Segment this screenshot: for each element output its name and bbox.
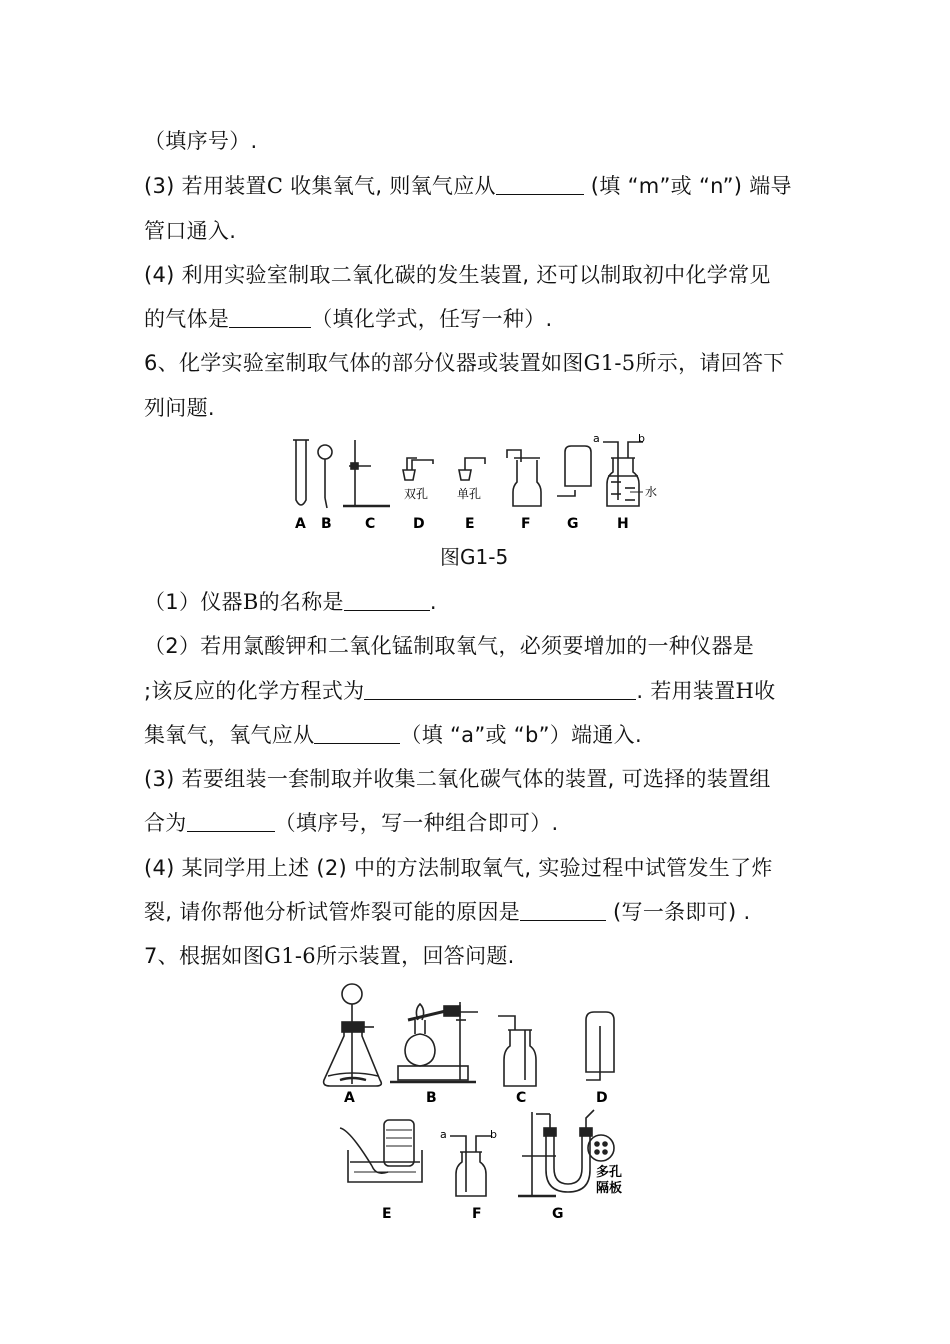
- answer-blank[interactable]: [187, 811, 275, 832]
- question-5-3: (3) 若用装置C 收集氧气, 则氧气应从 (填 “m”或 “n”) 端导: [144, 174, 792, 198]
- answer-blank[interactable]: [229, 307, 311, 328]
- question-6-1: （1）仪器B的名称是 .: [144, 590, 437, 614]
- text-line: 裂, 请你帮他分析试管炸裂可能的原因是 (写一条即可) .: [144, 900, 751, 924]
- question-6-4: (4) 某同学用上述 (2) 中的方法制取氧气, 实验过程中试管发生了炸: [144, 856, 773, 880]
- text-line: 合为 （填序号，写一种组合即可）.: [144, 811, 559, 835]
- label-d: D: [596, 1090, 608, 1106]
- note-porous: 多孔: [596, 1165, 623, 1180]
- question-6-2: （2）若用氯酸钾和二氧化锰制取氧气，必须要增加的一种仪器是: [144, 634, 755, 658]
- note-water: 水: [645, 485, 658, 499]
- question-5-4: (4) 利用实验室制取二氧化碳的发生装置, 还可以制取初中化学常见: [144, 263, 771, 287]
- label-a: A: [344, 1090, 355, 1106]
- label-f: F: [472, 1206, 482, 1222]
- text-line: 集氧气，氧气应从 （填 “a”或 “b”）端通入.: [144, 723, 642, 747]
- answer-blank[interactable]: [520, 900, 606, 921]
- note-a: a: [440, 1128, 447, 1141]
- figure-g1-5: [285, 430, 665, 538]
- label-c: C: [516, 1090, 527, 1106]
- answer-blank[interactable]: [314, 723, 400, 744]
- note-a: a: [593, 432, 600, 445]
- answer-blank[interactable]: [496, 174, 584, 195]
- label-c: C: [365, 516, 376, 532]
- label-b: B: [321, 516, 332, 532]
- label-a: A: [295, 516, 306, 532]
- figure-g1-6: [310, 980, 650, 1226]
- label-f: F: [521, 516, 531, 532]
- label-e: E: [382, 1206, 392, 1222]
- note-e: 单孔: [457, 487, 482, 501]
- note-b: b: [638, 432, 645, 445]
- text-line: 管口通入.: [144, 219, 237, 243]
- label-b: B: [426, 1090, 437, 1106]
- figure-caption: 图G1-5: [440, 545, 509, 569]
- label-d: D: [413, 516, 425, 532]
- note-d: 双孔: [404, 487, 429, 501]
- note-plate: 隔板: [596, 1181, 623, 1196]
- answer-blank[interactable]: [344, 590, 430, 611]
- text-line: 的气体是 （填化学式，任写一种）.: [144, 307, 553, 331]
- question-7: 7、根据如图G1-6所示装置，回答问题.: [144, 944, 515, 968]
- text-line: （填序号）.: [144, 129, 258, 153]
- label-g: G: [567, 516, 579, 532]
- answer-blank[interactable]: [364, 679, 636, 700]
- note-b: b: [490, 1128, 497, 1141]
- text-line: 列问题.: [144, 396, 215, 420]
- question-6: 6、化学实验室制取气体的部分仪器或装置如图G1-5所示，请回答下: [144, 351, 785, 375]
- label-e: E: [465, 516, 475, 532]
- question-6-3: (3) 若要组装一套制取并收集二氧化碳气体的装置, 可选择的装置组: [144, 767, 771, 791]
- label-g: G: [552, 1206, 564, 1222]
- text-line: ;该反应的化学方程式为 . 若用装置H收: [144, 679, 776, 703]
- label-h: H: [617, 516, 629, 532]
